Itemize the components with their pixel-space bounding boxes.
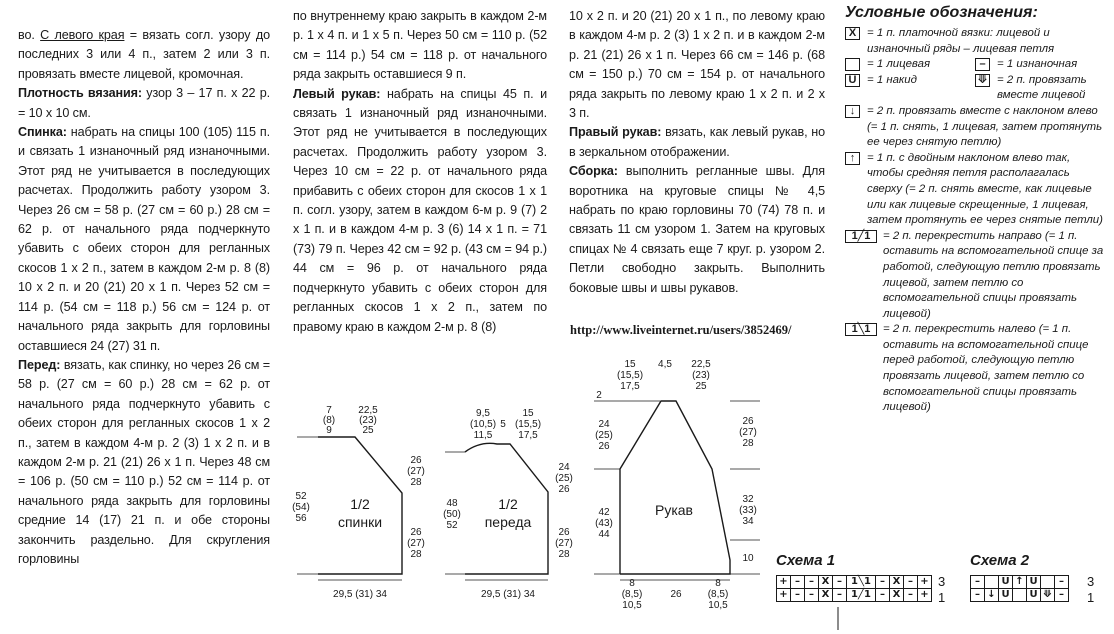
svg-text:29,5 (31) 34: 29,5 (31) 34 — [481, 589, 535, 600]
svg-text:11,5: 11,5 — [473, 430, 493, 441]
schema-cell: – — [791, 589, 805, 602]
legend-row-purl: – = 1 изнаночная — [975, 57, 1105, 73]
svg-text:34: 34 — [742, 516, 754, 527]
svg-text:44: 44 — [598, 529, 610, 540]
svg-text:22,5: 22,5 — [358, 405, 378, 416]
svg-text:(8,5): (8,5) — [707, 589, 729, 600]
schema-cell: – — [904, 589, 918, 602]
svg-text:26: 26 — [670, 589, 682, 600]
svg-text:(15,5): (15,5) — [616, 370, 644, 381]
svg-text:8: 8 — [629, 578, 635, 589]
schema-cell: + — [777, 576, 791, 589]
svg-text:26: 26 — [410, 527, 422, 538]
text-run: набрать на спицы 100 (105) 115 п. и связать 1 изнаночный ряд изнаночными. Этот ряд не учитывается в последующих расчетах. Продолжить работу узором 3. Через 26 см = 58 р. (27 см = 60 р.) 28 см = 62 р. от начального ряда подчеркнуто убавить с обеих сторон для регланных скосов 1 х 2 п., затем в каждом 2-м р. 8 (8) 10 х 2 п. и 20 (21) 20 х 1 п. Через 52 см = 114 р. (54 см = 118 р.) 56 см = 124 р. от начального ряда закрыть для горловины оставшиеся 24 (27) 31 п. — [18, 125, 270, 353]
garter-stitch-icon: X — [845, 27, 860, 40]
schema-cell: U — [999, 576, 1013, 589]
schema-cell: – — [876, 589, 890, 602]
schema-1-title: Схема 1 — [776, 552, 836, 569]
double-decrease-icon: ↑ — [845, 152, 860, 165]
svg-text:28: 28 — [410, 477, 422, 488]
svg-text:25: 25 — [362, 425, 374, 436]
schema-row — [971, 576, 1069, 589]
svg-text:28: 28 — [742, 438, 754, 449]
svg-text:17,5: 17,5 — [518, 430, 538, 441]
cross-right-icon: 1╱1 — [845, 230, 877, 243]
schema-cell: – — [876, 576, 890, 589]
schema-cell — [985, 576, 999, 589]
text-run: по внутреннему краю закрыть в каждом 2-м р. 1 х 4 п. и 1 х 5 п. Через 50 см = 110 р. (52 см = 114 р.) 54 см = 118 р. от начального ряда закрыть оставшиеся 9 п. — [293, 9, 547, 82]
svg-text:5: 5 — [500, 419, 506, 430]
schema-1-row-1: 1 — [938, 590, 946, 605]
svg-text:(33): (33) — [739, 505, 757, 516]
schema-cell: – — [791, 576, 805, 589]
front-label-1: 1/2 — [498, 496, 518, 512]
schema-cell: – — [1055, 576, 1069, 589]
svg-text:(25): (25) — [595, 430, 613, 441]
svg-text:4,5: 4,5 — [658, 359, 672, 370]
schema-cell: – — [1055, 589, 1069, 602]
schema-cell: U — [1027, 576, 1041, 589]
text-run: вязать, как левый рукав, но в зеркальном отображении. — [569, 125, 825, 159]
schema-2-row-3: 3 — [1087, 574, 1095, 589]
svg-text:24: 24 — [558, 462, 570, 473]
svg-text:(54): (54) — [292, 502, 310, 513]
svg-text:32: 32 — [742, 494, 754, 505]
svg-text:(27): (27) — [555, 538, 573, 549]
schema-cell: X — [890, 576, 904, 589]
svg-text:26: 26 — [598, 441, 610, 452]
svg-text:(8,5): (8,5) — [621, 589, 643, 600]
text-run: набрать на спицы 45 п. и связать 1 изнаночный ряд изнаночными. Этот ряд не учитывается в последующих расчетах. Продолжить работу узором 3. Через 10 см = 22 р. от начального ряда прибавить с обеих сторон для скосов 1 х 1 п. согл. узору, затем в каждом 6-м р. 9 (7) 2 х 1 п. и в каждом 4-м р. 3 (6) 14 х 1 п. = 71 (73) 79 п. Через 42 см = 92 р. (43 см = 94 р.) 44 см = 96 р. от начального ряда подчеркнуто убавить с обеих сторон для регланных скосов 1 х 2 п., затем по правому краю в каждом 2-м р. 8 (8) — [293, 86, 548, 334]
svg-text:42: 42 — [598, 507, 610, 518]
back-label-1: 1/2 — [350, 496, 370, 512]
svg-text:(23): (23) — [692, 370, 710, 381]
schema-cell: – — [971, 576, 985, 589]
text-run: выполнить регланные швы. Для воротника на круговые спицы № 4,5 набрать по краю горловины 70 (74) 78 п. и связать 11 см узором 1. Затем на круговых спицах № 4 связать еще 7 круг. р. узором 2. Петли свободно закрыть. Выполнить боковые швы и швы рукавов. — [569, 164, 825, 295]
section-heading: Левый рукав: — [293, 86, 381, 101]
legend-row-ssk: ↓ = 2 п. провязать вместе с наклоном влево (= 1 п. снять, 1 лицевая, затем протянуть ее через снятую петлю) — [845, 104, 1107, 151]
front-label-2: переда — [484, 514, 532, 530]
svg-text:(50): (50) — [443, 509, 461, 520]
schema-cell: X — [890, 589, 904, 602]
schema-cell: – — [805, 576, 819, 589]
svg-text:(25): (25) — [555, 473, 573, 484]
schema-cell: ↓ — [985, 589, 999, 602]
svg-text:10: 10 — [742, 553, 754, 564]
schema-cell: U — [999, 589, 1013, 602]
schema-cell: – — [833, 589, 847, 602]
svg-text:52: 52 — [295, 491, 307, 502]
svg-text:29,5 (31) 34: 29,5 (31) 34 — [333, 589, 387, 600]
schema-cell: 1╲1 — [847, 576, 876, 589]
sleeve-outline — [620, 401, 730, 574]
svg-text:15: 15 — [522, 408, 534, 419]
section-heading: Правый рукав: — [569, 125, 662, 140]
schema-cell: 1╱1 — [847, 589, 876, 602]
svg-text:(8): (8) — [322, 415, 336, 426]
svg-text:26: 26 — [558, 527, 570, 538]
svg-text:(27): (27) — [407, 538, 425, 549]
underlined-term: С левого края — [40, 28, 125, 42]
schema-cell: X — [819, 589, 833, 602]
svg-text:7: 7 — [326, 405, 332, 416]
legend-row-k2tog: ⟱ = 2 п. провязать вместе лицевой — [975, 73, 1105, 104]
svg-text:48: 48 — [446, 498, 458, 509]
source-url[interactable]: http://www.liveinternet.ru/users/3852469/ — [570, 323, 792, 337]
schema-cell: – — [833, 576, 847, 589]
text-run: вязать, как спинку, но через 26 см = 58 р. (27 см = 60 р.) 28 см = 62 р. от начального ряда подчеркнуто убавить с обеих сторон для регланных скосов 1 х 2 п., затем в каждом 4-м р. 2 (3) 1 х 2 п. и в каждом 2-м р. 21 (21) 26 х 1 п. Через 48 см = 106 р. (50 см = 110 р.) 52 см = 114 р. от начального ряда закрыть для горловины средние 14 (17) 21 п. и обе стороны закончить раздельно. Для скругления горловины — [18, 357, 270, 566]
svg-text:15: 15 — [624, 359, 636, 370]
section-heading: Сборка: — [569, 164, 618, 179]
schema-cell: U — [1027, 589, 1041, 602]
section-heading: Перед: — [18, 357, 61, 372]
svg-text:9,5: 9,5 — [476, 408, 490, 419]
section-heading: Плотность вязания: — [18, 86, 142, 101]
schema-row — [971, 589, 1069, 602]
schema-cell: + — [918, 589, 932, 602]
svg-text:28: 28 — [410, 549, 422, 560]
schema-1-row-3: 3 — [938, 574, 946, 589]
schema-cell: – — [805, 589, 819, 602]
svg-text:(10,5): (10,5) — [469, 419, 497, 430]
yarn-over-icon: U — [845, 74, 860, 87]
purl-stitch-icon: – — [975, 58, 990, 71]
svg-text:52: 52 — [446, 520, 458, 531]
schema-cell — [1013, 589, 1027, 602]
svg-text:24: 24 — [598, 419, 610, 430]
schema-cell: ⟱ — [1041, 589, 1055, 602]
legend-row-garter: X = 1 п. платочной вязки: лицевой и изнаночный ряды – лицевая петля — [845, 26, 1107, 57]
schema-1-grid — [776, 575, 932, 602]
svg-text:(27): (27) — [407, 466, 425, 477]
schema-cell: + — [918, 576, 932, 589]
svg-text:2: 2 — [596, 390, 602, 401]
schema-row — [777, 589, 932, 602]
svg-text:(15,5): (15,5) — [514, 419, 542, 430]
svg-text:10,5: 10,5 — [708, 600, 728, 611]
schema-cell: – — [904, 576, 918, 589]
schema-cell: X — [819, 576, 833, 589]
svg-text:28: 28 — [558, 549, 570, 560]
svg-text:(43): (43) — [595, 518, 613, 529]
svg-text:26: 26 — [410, 455, 422, 466]
schema-cell: + — [777, 589, 791, 602]
svg-text:25: 25 — [695, 381, 707, 392]
schema-2-grid — [970, 575, 1069, 602]
svg-text:(27): (27) — [739, 427, 757, 438]
schema-row — [777, 576, 932, 589]
left-slant-decrease-icon: ↓ — [845, 105, 860, 118]
svg-text:8: 8 — [715, 578, 721, 589]
schema-2-title: Схема 2 — [970, 552, 1030, 569]
legend-row-yarn-over: U = 1 накид — [845, 73, 975, 104]
svg-text:17,5: 17,5 — [620, 381, 640, 392]
svg-text:10,5: 10,5 — [622, 600, 642, 611]
text-run: = вязать согл. узору до последних 3 или 4 п., затем 2 или 3 п. провязать вместе лицевой, кромочная. — [18, 28, 271, 81]
schema-cell: ↑ — [1013, 576, 1027, 589]
schema-cell — [1041, 576, 1055, 589]
schema-cell: – — [971, 589, 985, 602]
legend-row-double-decrease: ↑ = 1 п. с двойным наклоном влево так, чтобы средняя петля располагалась сверху (= 2 п. снять вместе, как лицевые или как лицевые скрещенные, 1 лицевая, затем протянуть ее через снятые петли) — [845, 151, 1107, 229]
svg-text:26: 26 — [558, 484, 570, 495]
text-run: узор 3 – 17 п. х 22 р. = 10 х 10 см. — [18, 86, 270, 120]
sleeve-label: Рукав — [655, 502, 693, 518]
text-run: во. — [18, 28, 41, 42]
legend-title: Условные обозначения: — [845, 4, 1038, 21]
schema-2-row-1: 1 — [1087, 590, 1095, 605]
back-label-2: спинки — [337, 514, 383, 530]
legend-row-cross-left: 1╲1 = 2 п. перекрестить налево (= 1 п. оставить на вспомогательной спице перед работой, следующую петлю провязать лицевой, затем петлю со вспомогательной спицы провязать лицевой) — [845, 322, 1107, 416]
svg-text:56: 56 — [295, 513, 307, 524]
text-run: 10 х 2 п. и 20 (21) 20 х 1 п., по левому краю в каждом 4-м р. 2 (3) 1 х 2 п. и в каждом 2-м р. 21 (21) 26 х 1 п. Через 66 см = 146 р. (68 см = 150 р.) 70 см = 154 р. от начального ряда закрыть по левому краю 1 х 2 п. и 2 х 3 п. — [569, 9, 825, 121]
svg-text:26: 26 — [742, 416, 754, 427]
svg-text:22,5: 22,5 — [691, 359, 711, 370]
cross-left-icon: 1╲1 — [845, 323, 877, 336]
svg-text:(23): (23) — [359, 415, 377, 426]
k2tog-icon: ⟱ — [975, 74, 990, 87]
legend-row-knit: = 1 лицевая — [845, 57, 975, 73]
legend-row-cross-right: 1╱1 = 2 п. перекрестить направо (= 1 п. оставить на вспомогательной спице за работой, следующую петлю провязать лицевой, затем петлю со вспомогательной спицы провязать лицевой) — [845, 229, 1107, 323]
svg-text:9: 9 — [326, 425, 332, 436]
section-heading: Спинка: — [18, 125, 67, 140]
